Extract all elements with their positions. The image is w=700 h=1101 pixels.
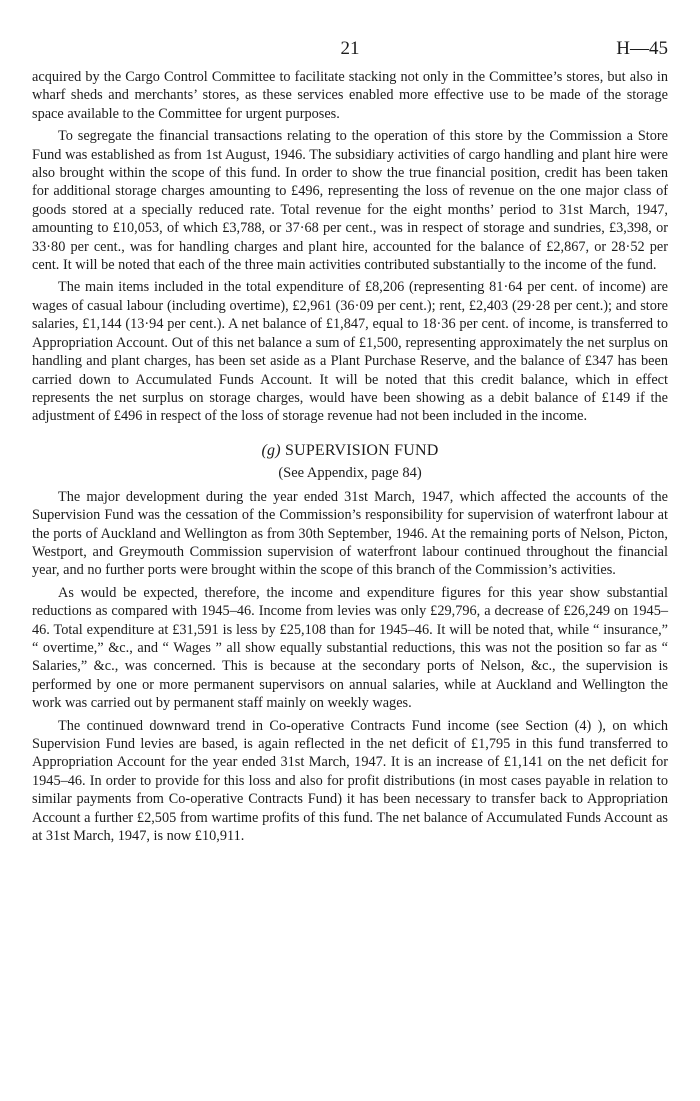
body-text-a bbox=[32, 68, 668, 426]
section-letter: (g) bbox=[261, 441, 281, 459]
section-title: SUPERVISION FUND bbox=[284, 441, 439, 459]
page-header bbox=[32, 38, 668, 68]
paragraph: The main items included in the total expenditure of £8,206 (representing 81·64 per cent. of income) are wages of casual labour (including overtime), £2,961 (36·09 per cent.); rent, £2,403 (29·28 per cent.); and store salaries, £1,144 (13·94 per cent.). A net balance of £1,847, equal to 18·36 per cent. of income, is transferred to Appropriation Account. Out of this net balance a sum of £1,500, representing approximately the net surplus on handling and plant charges, has been set aside as a Plant Purchase Reserve, and the balance of £347 has been carried down to Accumulated Funds Account. It will be noted that this credit balance, which in effect represents the net surplus on storage charges, would have been showing as a debit balance of £149 if the adjustment of £496 in respect of the loss of storage revenue had not been included in the income. bbox=[32, 279, 668, 425]
paragraph: The major development during the year ended 31st March, 1947, which affected the accounts of the Supervision Fund was the cessation of the Commission’s responsibility for supervision of waterfront labour at the ports of Auckland and Wellington as from 30th September, 1946. At the remaining ports of Nelson, Picton, Westport, and Greymouth Commission supervision of waterfront labour continued throughout the financial year, and no further ports were brought within the scope of this branch of the Commission’s activities. bbox=[32, 488, 668, 579]
paragraph: The continued downward trend in Co-operative Contracts Fund income (see Section (4) ), on which Supervision Fund levies are based, is again reflected in the net deficit of £1,795 in this fund transferred to Appropriation Account for the year ended 31st March, 1947. It is an increase of £1,141 on the net deficit for 1945–46. In order to provide for this loss and also for profit distributions (in most cases payable in relation to similar payments from Co-operative Contracts Fund) it has been necessary to transfer back to Appropriation Account a further £2,505 from wartime profits of this fund. The net balance of Accumulated Funds Account as at 31st March, 1947, is now £10,911. bbox=[32, 717, 668, 845]
body-text-b bbox=[32, 488, 668, 846]
page-number: 21 bbox=[340, 38, 360, 59]
paragraph: acquired by the Cargo Control Committee to facilitate stacking not only in the Committee’s stores, but also in wharf sheds and merchants’ stores, as these services enabled more effective use to be made of the storage space available to the Committee for urgent purposes. bbox=[32, 69, 668, 122]
paragraph: To segregate the financial transactions relating to the operation of this store by the Commission a Store Fund was established as from 1st August, 1946. The subsidiary activities of cargo handling and plant hire were also brought within the scope of this fund. In order to show the true financial position, credit has been taken for additional storage charges amounting to £496, representing the loss of revenue on the one major class of goods stored at a specially reduced rate. Total revenue for the eight months’ period to 31st March, 1947, amounting to £10,053, of which £3,788, or 37·68 per cent., was in respect of storage and sundries, £3,398, or 33·80 per cent., was for handling charges and plant hire, accounted for the balance of £2,867, or 28·52 per cent. It will be noted that each of the three main activities contributed substantially to the income of the fund. bbox=[32, 128, 668, 274]
document-reference: H—45 bbox=[616, 38, 668, 59]
section-subtitle: (See Appendix, page 84) bbox=[278, 464, 422, 481]
document-page bbox=[32, 38, 668, 845]
paragraph: As would be expected, therefore, the income and expenditure figures for this year show substantial reductions as compared with 1945–46. Income from levies was only £29,796, a decrease of £26,249 on 1945–46. Total expenditure at £31,591 is less by £25,108 than for 1945–46. It will be noted that, while “ insurance,” “ overtime,” &c., and “ Wages ” all show equally substantial reductions, this was not the position so far as “ Salaries,” &c., was concerned. This is because at the secondary ports of Nelson, &c., the supervision is performed by one or more permanent supervisors on annual salaries, while at Auckland and Wellington the work was carried out by permanent staff mainly on weekly wages. bbox=[32, 584, 668, 712]
section-heading bbox=[32, 442, 668, 460]
